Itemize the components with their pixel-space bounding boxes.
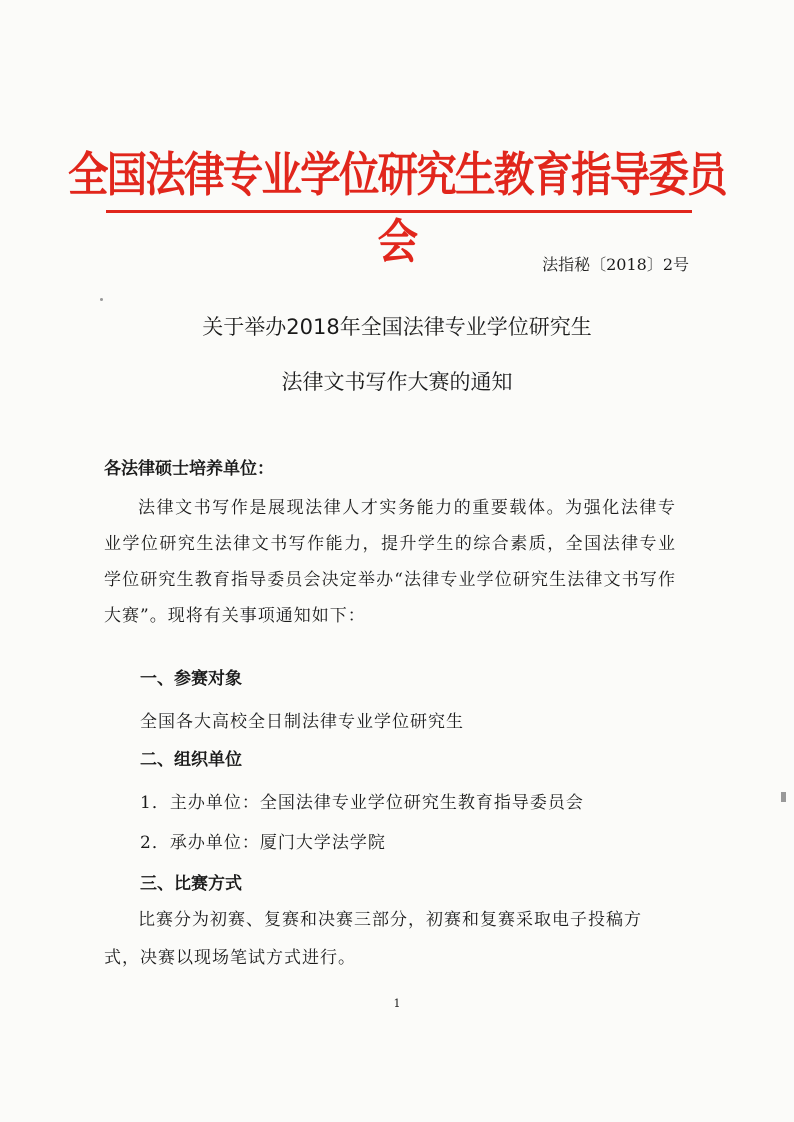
- section-3-text: 比赛分为初赛、复赛和决赛三部分，初赛和复赛采取电子投稿方式，决赛以现场笔试方式进行。: [104, 910, 642, 968]
- section-2-item-2: 2．承办单位：厦门大学法学院: [140, 833, 386, 853]
- notice-title-line-2: 法律文书写作大赛的通知: [281, 370, 513, 394]
- intro-paragraph: 法律文书写作是展现法律人才实务能力的重要载体。为强化法律专业学位研究生法律文书写作能力，提升学生的综合素质，全国法律专业学位研究生教育指导委员会决定举办“法律专业学位研究生法律文书写作大赛”。现将有关事项通知如下：: [104, 498, 676, 626]
- section-2-title: 二、组织单位: [140, 750, 242, 770]
- section-2-item-1: 1．主办单位：全国法律专业学位研究生教育指导委员会: [140, 793, 584, 813]
- document-number: 法指秘〔2018〕2号: [542, 255, 689, 274]
- section-3-title: 三、比赛方式: [140, 874, 242, 894]
- section-1-title: 一、参赛对象: [140, 669, 242, 689]
- section-1-text: 全国各大高校全日制法律专业学位研究生: [140, 712, 464, 732]
- scan-edge-mark: [781, 792, 786, 802]
- notice-title-line-1: 关于举办2018年全国法律专业学位研究生: [202, 315, 592, 339]
- scan-speck: [100, 298, 103, 301]
- letterhead-red-rule: [106, 210, 692, 213]
- page-number: 1: [393, 997, 401, 1010]
- org-letterhead-title: 全国法律专业学位研究生教育指导委员会: [68, 148, 726, 270]
- salutation: 各法律硕士培养单位：: [104, 459, 274, 479]
